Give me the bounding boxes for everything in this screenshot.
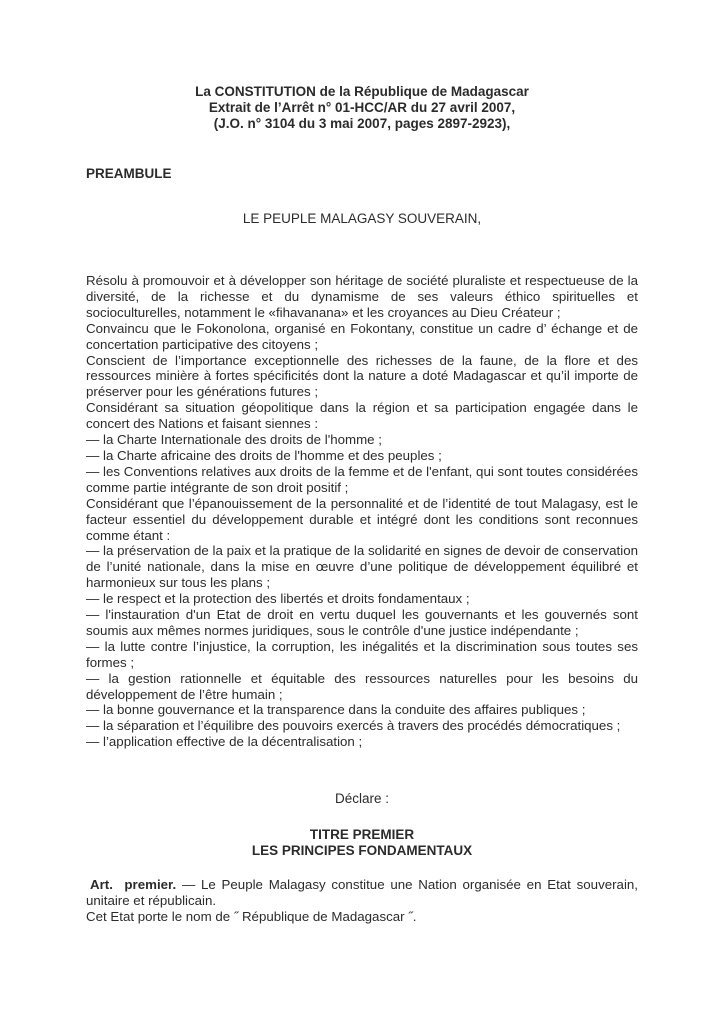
article-premier-line2: Cet Etat porte le nom de ˝ République de Madagascar ˝. [86, 909, 417, 924]
header-extract-reference: Extrait de l’Arrêt n° 01-HCC/AR du 27 avril 2007, [208, 100, 516, 115]
preamble-list-item-gestion-ressources: — la gestion rationnelle et équitable des ressources naturelles pour les besoins du développement de l’être humain ; [86, 670, 638, 702]
article-premier-label: Art. premier. [90, 877, 182, 893]
header-title: La CONSTITUTION de la République de Madagascar [195, 84, 529, 99]
preamble-list-item-preservation-paix: — la préservation de la paix et la pratique de la solidarité en signes de devoir de conservation de l’unité nationale, dans la mise en œuvre d’une politique de développement équilibré et harmonieux sur tous les plans ; [86, 543, 638, 591]
preamble-list-item-instauration-etat-droit: — l'instauration d'un Etat de droit en vertu duquel les gouvernants et les gouvernés sont soumis aux mêmes normes juridiques, sous le contrôle d'une justice indépendante ; [86, 607, 638, 638]
preamble-paragraph-conscient: Conscient de l’importance exceptionnelle des richesses de la faune, de la flore et des ressources minière à fortes spécificités dont la nature a doté Madagascar et qu’il importe de préserver pour les générations futures ; [86, 352, 638, 400]
article-premier [86, 877, 638, 925]
sovereign-people-line: LE PEUPLE MALAGASY SOUVERAIN, [242, 211, 482, 226]
article-premier-paragraph [86, 877, 638, 909]
preamble-paragraph-considerant-epanouissement: Considérant que l’épanouissement de la personnalité et de l’identité de tout Malagasy, est le facteur essentiel du développement durable et intégré dont les conditions sont reconnues comme étant : [86, 495, 638, 543]
preamble-list-item-lutte-injustice: — la lutte contre l’injustice, la corruption, les inégalités et la discrimination sous toutes ses formes ; [86, 638, 638, 670]
article-premier-text: — Le Peuple Malagasy constitue une Nation organisée en Etat souverain, unitaire et républicain. [86, 877, 638, 909]
preamble-list-item-respect-libertes: — le respect et la protection des libertés et droits fondamentaux ; [86, 591, 470, 607]
titre-premier-line: TITRE PREMIER [309, 827, 415, 843]
principes-fondamentaux-line: LES PRINCIPES FONDAMENTAUX [251, 843, 473, 859]
header-journal-reference: (J.O. n° 3104 du 3 mai 2007, pages 2897-2923), [213, 116, 511, 131]
preambule-heading: PREAMBULE [86, 166, 172, 181]
preamble-list-item-separation-pouvoirs: — la séparation et l’équilibre des pouvoirs exercés à travers des procédés démocratiques ; [86, 718, 621, 734]
preamble-list-item-charte-internationale: — la Charte Internationale des droits de l'homme ; [86, 432, 382, 448]
preamble-list-item-decentralisation: — l’application effective de la décentralisation ; [86, 734, 363, 750]
document-header [86, 84, 638, 132]
declare-line: Déclare : [334, 791, 390, 807]
preamble-body [86, 273, 638, 750]
preamble-list-item-charte-africaine: — la Charte africaine des droits de l'homme et des peuples ; [86, 447, 442, 463]
preamble-list-item-conventions: — les Conventions relatives aux droits de la femme et de l'enfant, qui sont toutes considérées comme partie intégrante de son droit positif ; [86, 463, 638, 495]
titre-premier-heading [86, 827, 638, 859]
preamble-paragraph-resolu: Résolu à promouvoir et à développer son héritage de société pluraliste et respectueuse de la diversité, de la richesse et du dynamisme de ses valeurs éthico spirituelles et socioculturelles, notamment le «fihavanana» et les croyances au Dieu Créateur ; [86, 273, 638, 320]
preamble-paragraph-considerant-situation: Considérant sa situation géopolitique dans la région et sa participation engagée dans le concert des Nations et faisant siennes : [86, 400, 638, 432]
preamble-paragraph-convaincu: Convaincu que le Fokonolona, organisé en Fokontany, constitue un cadre d’ échange et de concertation participative des citoyens ; [86, 320, 638, 352]
preamble-list-item-bonne-gouvernance: — la bonne gouvernance et la transparence dans la conduite des affaires publiques ; [86, 702, 586, 718]
